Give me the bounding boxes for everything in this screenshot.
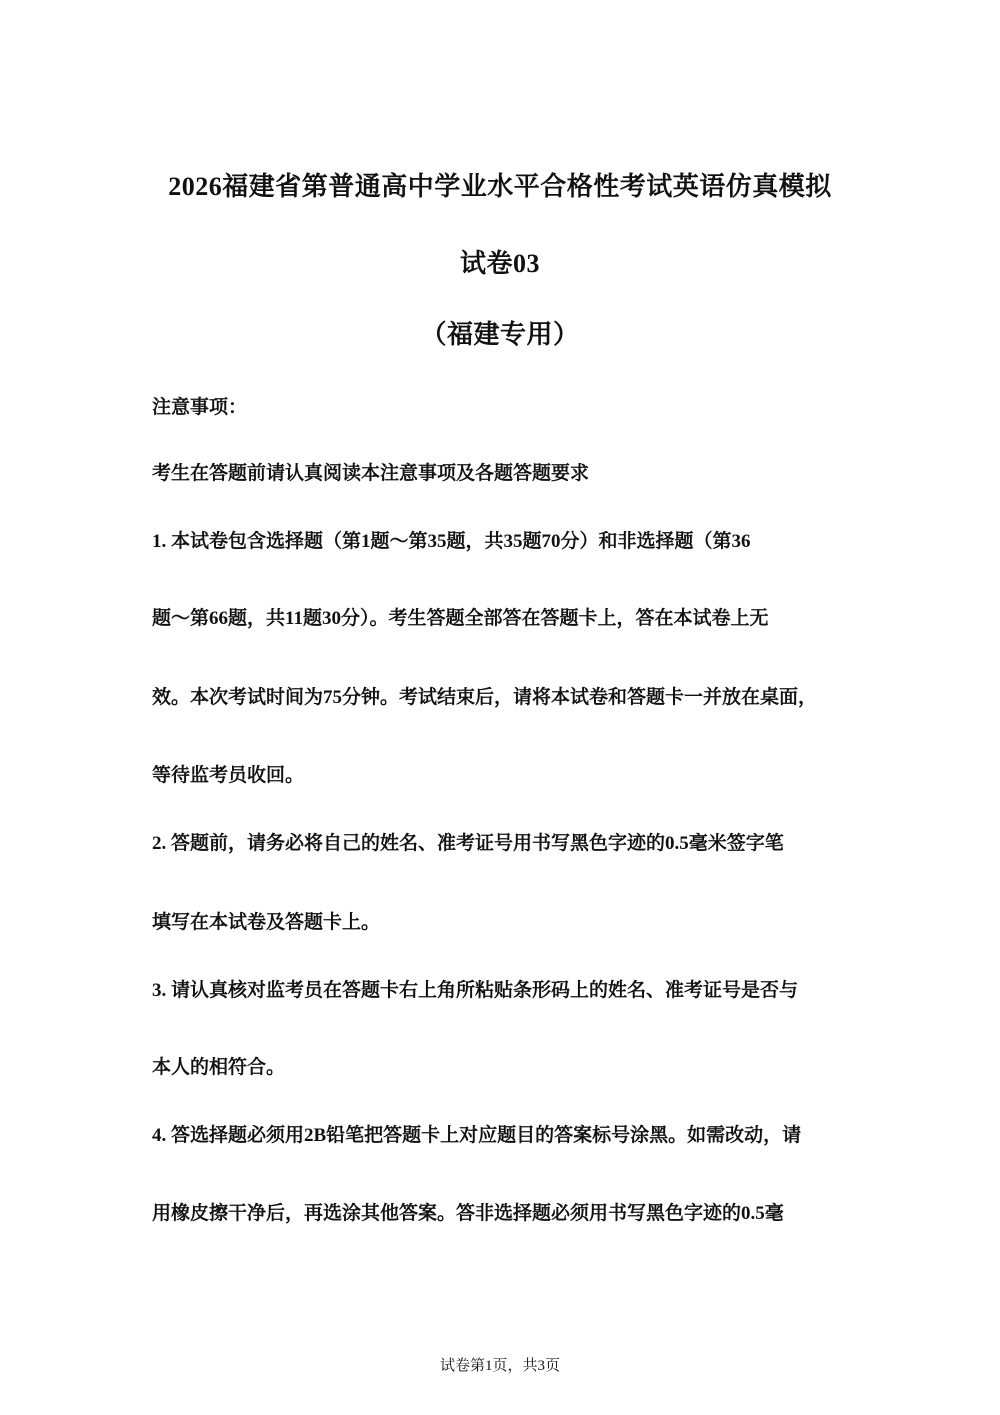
notice-item-1-line-1: 1. 本试卷包含选择题（第1题～第35题，共35题70分）和非选择题（第36 xyxy=(152,531,751,552)
notice-item-1-line-4: 等待监考员收回。 xyxy=(152,765,305,786)
notice-item-3-line-2: 本人的相符合。 xyxy=(152,1057,286,1078)
notice-item-2-line-1: 2. 答题前，请务必将自己的姓名、准考证号用书写黑色字迹的0.5毫米签字笔 xyxy=(152,833,784,854)
notice-heading: 注意事项： xyxy=(152,397,248,418)
notice-item-3-line-1: 3. 请认真核对监考员在答题卡右上角所粘贴条形码上的姓名、准考证号是否与 xyxy=(152,980,799,1001)
page-footer: 试卷第1页，共3页 xyxy=(439,1358,560,1374)
notice-item-4-line-2: 用橡皮擦干净后，再选涂其他答案。答非选择题必须用书写黑色字迹的0.5毫 xyxy=(152,1203,784,1224)
notice-intro: 考生在答题前请认真阅读本注意事项及各题答题要求 xyxy=(152,463,590,484)
notice-item-4-line-1: 4. 答选择题必须用2B铅笔把答题卡上对应题目的答案标号涂黑。如需改动，请 xyxy=(152,1125,802,1146)
title-line-1: 2026福建省第普通高中学业水平合格性考试英语仿真模拟 xyxy=(168,172,832,201)
notice-item-1-line-3: 效。本次考试时间为75分钟。考试结束后，请将本试卷和答题卡一并放在桌面， xyxy=(152,687,818,708)
notice-item-1-line-2: 题～第66题，共11题30分）。考生答题全部答在答题卡上，答在本试卷上无 xyxy=(152,608,769,629)
title-line-2: 试卷03 xyxy=(459,249,540,278)
title-line-3: （福建专用） xyxy=(420,320,580,349)
notice-item-2-line-2: 填写在本试卷及答题卡上。 xyxy=(152,912,381,933)
